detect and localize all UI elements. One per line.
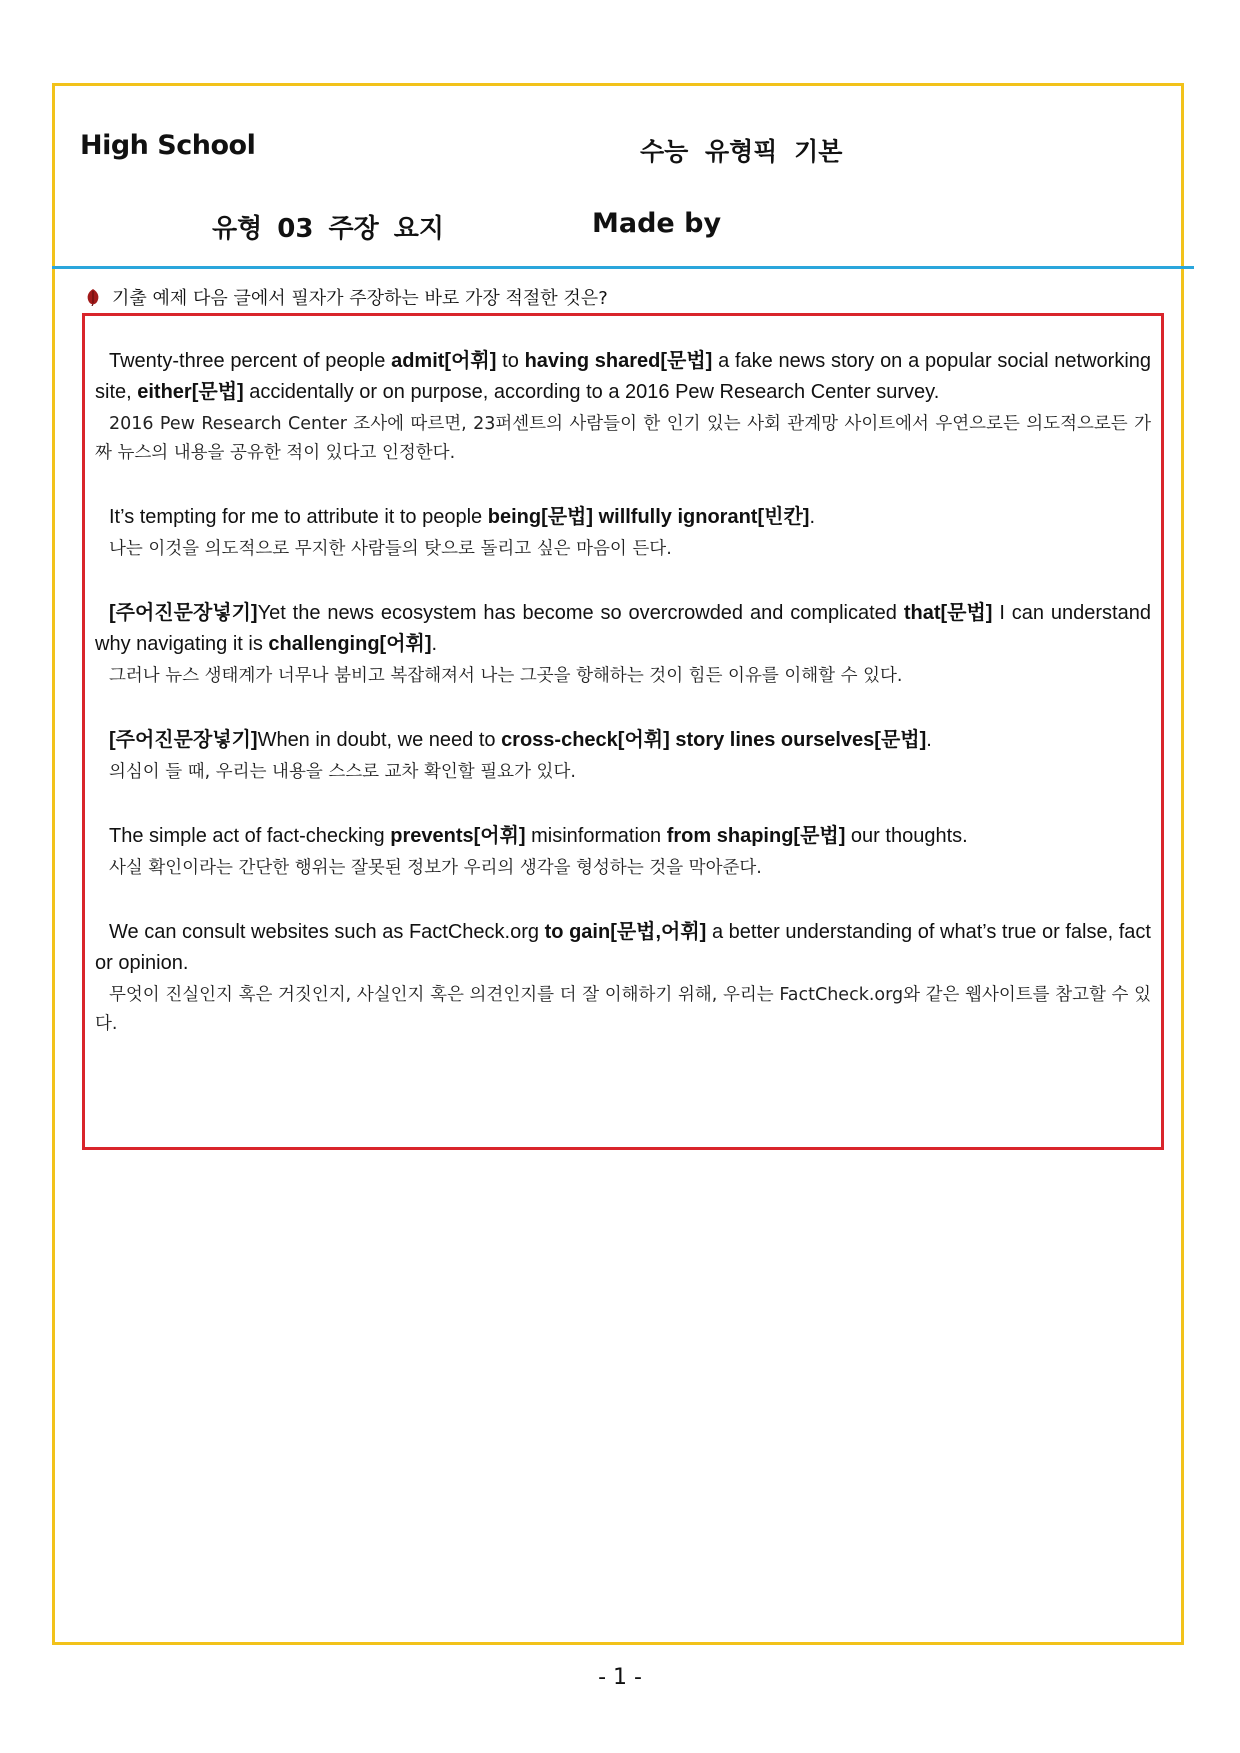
english-sentence — [95, 346, 1151, 408]
passage-sentence — [95, 598, 1151, 691]
red-leaf-icon — [84, 288, 102, 306]
sentence-text: a fake news story on a popular social networking site, — [95, 350, 1152, 403]
highlight-term: either[문법] — [137, 381, 244, 403]
english-sentence — [95, 502, 1151, 533]
sentence-text: When in doubt, we need to — [257, 729, 502, 751]
highlight-term: being[문법] willfully ignorant[빈칸] — [487, 506, 810, 528]
highlight-term: challenging[어휘] — [268, 633, 432, 655]
sentence-text: accidentally or on purpose, according to a 2016 Pew Research Center survey. — [243, 381, 940, 403]
highlight-term: that[문법] — [903, 602, 993, 624]
sentence-text: to — [496, 350, 525, 372]
sentence-text: We can consult websites such as FactCheck.org — [109, 921, 545, 943]
passage-box — [82, 313, 1164, 1150]
passage-sentence — [95, 346, 1151, 468]
level-label: High School — [80, 130, 256, 161]
sentence-text: a better understanding of what’s true or false, fact or opinion. — [95, 921, 1151, 974]
sentence-text: It’s tempting for me to attribute it to people — [109, 506, 488, 528]
korean-translation: 그러나 뉴스 생태계가 너무나 붐비고 복잡해져서 나는 그곳을 항해하는 것이 힘든 이유를 이해할 수 있다. — [109, 666, 903, 686]
highlight-term: admit[어휘] — [391, 350, 497, 372]
question-type: 유형 03 주장 요지 — [212, 214, 445, 244]
highlight-term: [주어진문장넣기] — [109, 729, 258, 751]
sentence-text: our thoughts. — [845, 825, 968, 847]
sentence-text: Yet the news ecosystem has become so overcrowded and complicated — [257, 602, 904, 624]
highlight-term: to gain[문법,어휘] — [544, 921, 707, 943]
passage-sentence — [95, 502, 1151, 564]
english-sentence — [95, 917, 1151, 979]
korean-translation: 의심이 들 때, 우리는 내용을 스스로 교차 확인할 필요가 있다. — [109, 762, 576, 782]
question-text: 기출 예제 다음 글에서 필자가 주장하는 바로 가장 적절한 것은? — [112, 288, 608, 309]
sentence-text: misinformation — [525, 825, 667, 847]
sentence-text: . — [431, 633, 438, 655]
korean-translation: 2016 Pew Research Center 조사에 따르면, 23퍼센트의 사람들이 한 인기 있는 사회 관계망 사이트에서 우연으로든 의도적으로든 가짜 뉴스의 내용을 공유한 적이 있다고 인정한다. — [95, 414, 1151, 463]
highlight-term: from shaping[문법] — [666, 825, 846, 847]
sentence-text: . — [926, 729, 932, 751]
passage-sentence — [95, 917, 1151, 1039]
korean-translation: 무엇이 진실인지 혹은 거짓인지, 사실인지 혹은 의견인지를 더 잘 이해하기 위해, 우리는 FactCheck.org와 같은 웹사이트를 참고할 수 있다. — [95, 985, 1151, 1034]
sentence-text: . — [809, 506, 815, 528]
sentence-text: I can understand why navigating it is — [95, 602, 1151, 655]
english-sentence — [95, 821, 1151, 852]
series-title: 수능 유형픽 기본 — [640, 137, 843, 166]
highlight-term: prevents[어휘] — [390, 825, 526, 847]
sentence-text: Twenty-three percent of people — [109, 350, 392, 372]
highlight-term: cross-check[어휘] story lines ourselves[문법] — [501, 729, 927, 751]
header-divider — [52, 266, 1194, 269]
passage-sentence — [95, 821, 1151, 883]
english-sentence — [95, 725, 1151, 756]
highlight-term: having shared[문법] — [524, 350, 713, 372]
page-number: - 1 - — [598, 1665, 642, 1690]
korean-translation: 나는 이것을 의도적으로 무지한 사람들의 탓으로 돌리고 싶은 마음이 든다. — [109, 539, 672, 559]
made-by-label: Made by — [592, 208, 722, 239]
korean-translation: 사실 확인이라는 간단한 행위는 잘못된 정보가 우리의 생각을 형성하는 것을 막아준다. — [109, 858, 762, 878]
sentence-text: The simple act of fact-checking — [109, 825, 391, 847]
passage-sentence — [95, 725, 1151, 787]
highlight-term: [주어진문장넣기] — [109, 602, 258, 624]
english-sentence — [95, 598, 1151, 660]
question-prompt — [84, 284, 608, 310]
